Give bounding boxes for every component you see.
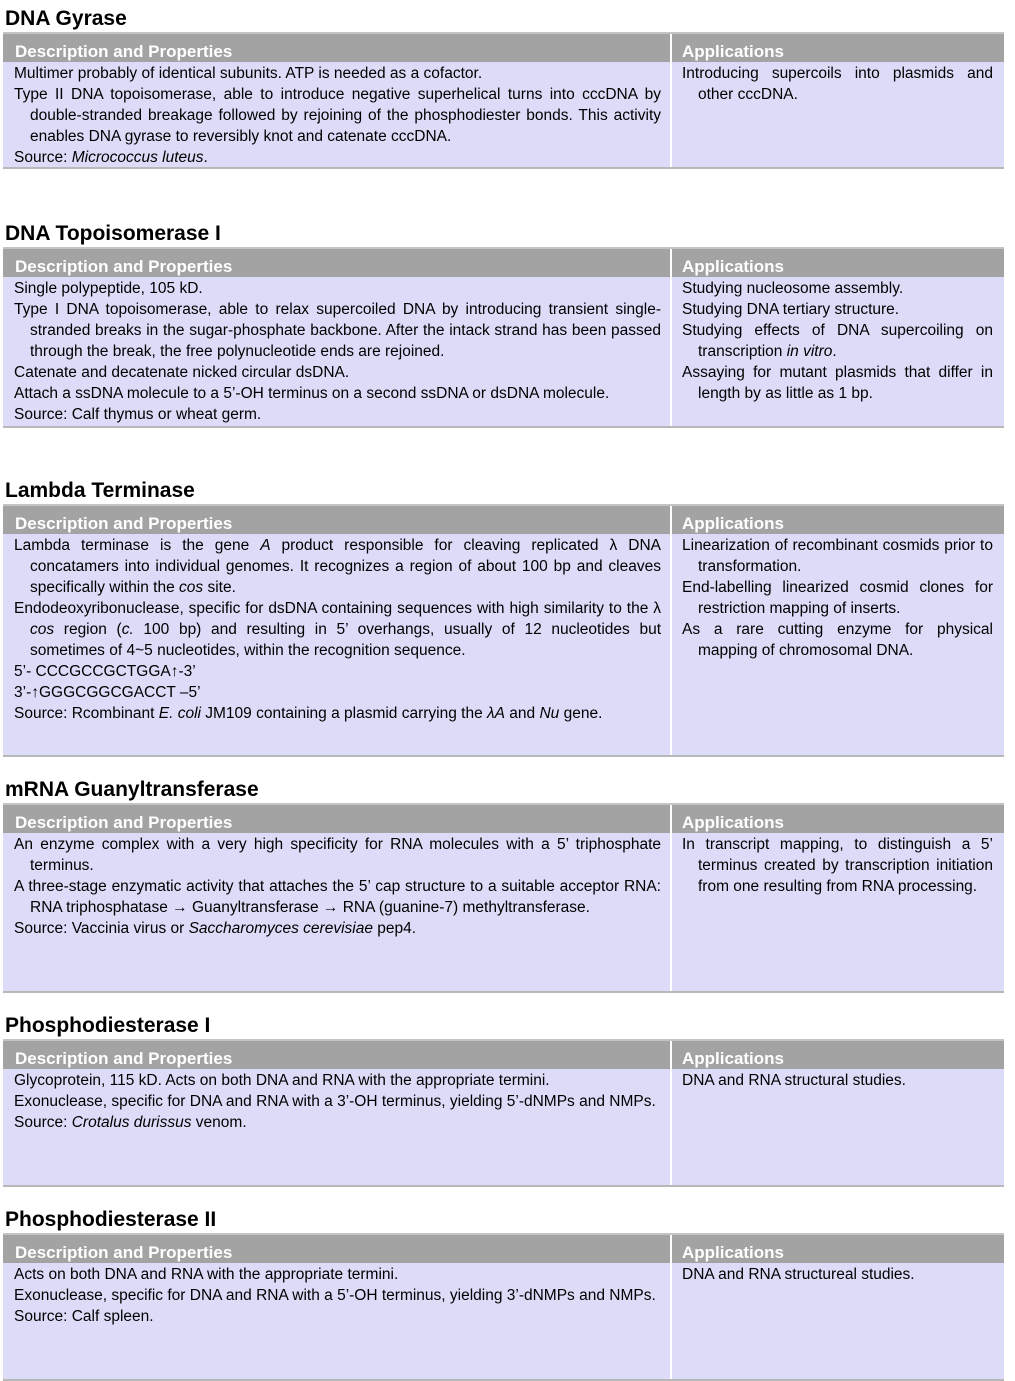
table-body (3, 534, 1004, 755)
description-column (14, 63, 661, 168)
table-header (3, 32, 1004, 62)
application-line: DNA and RNA structureal studies. (682, 1266, 915, 1283)
column-divider (670, 833, 672, 991)
description-line: Source: Micrococcus luteus. (14, 149, 208, 166)
applications-column (682, 834, 993, 897)
column-divider (670, 62, 672, 167)
applications-column (682, 278, 993, 404)
enzyme-table (3, 803, 1004, 993)
description-line: An enzyme complex with a very high specificity for RNA molecules with a 5’ triphosphate terminus. (14, 836, 661, 874)
enzyme-table (3, 504, 1004, 757)
application-line: Linearization of recombinant cosmids prior to transformation. (682, 537, 993, 575)
description-line: Source: Crotalus durissus venom. (14, 1114, 247, 1131)
table-header (3, 1039, 1004, 1069)
applications-header: Applications (682, 1243, 785, 1262)
description-header: Description and Properties (15, 514, 233, 533)
description-header: Description and Properties (15, 813, 233, 832)
description-line: Exonuclease, specific for DNA and RNA with a 5’-OH terminus, yielding 3’-dNMPs and NMPs. (14, 1287, 656, 1304)
section-title: DNA Gyrase (5, 7, 127, 30)
applications-header: Applications (682, 514, 785, 533)
enzyme-table (3, 1039, 1004, 1187)
applications-column (682, 535, 993, 661)
description-line: Endodeoxyribonuclease, specific for dsDNA containing sequences with high similarity to the λ cos region (c. 100 bp) and resulting in 5’ overhangs, usually of 12 nucleotides but sometimes of 4~5 nucleotides, within the recognition sequence. (14, 600, 661, 659)
description-header: Description and Properties (15, 1243, 233, 1262)
table-header (3, 247, 1004, 277)
description-line: Type I DNA topoisomerase, able to relax supercoiled DNA by introducing transient single-stranded breaks in the sugar-phosphate backbone. After the intack strand has been passed through the break, the free polynucleotide ends are rejoined. (14, 301, 661, 360)
description-column (14, 278, 661, 425)
application-line: As a rare cutting enzyme for physical mapping of chromosomal DNA. (682, 621, 993, 659)
description-header: Description and Properties (15, 257, 233, 276)
description-line: 5’- CCCGCCGCTGGA↑-3’ (14, 663, 196, 680)
enzyme-table (3, 1233, 1004, 1381)
column-divider (670, 249, 672, 277)
description-line: Lambda terminase is the gene A product responsible for cleaving replicated λ DNA concatamers into individual genomes. It recognizes a region of about 100 bp and cleaves specifically within the cos site. (14, 537, 661, 596)
description-column (14, 535, 661, 724)
column-divider (670, 506, 672, 534)
section-title: Lambda Terminase (5, 479, 195, 502)
application-line: Assaying for mutant plasmids that differ in length by as little as 1 bp. (682, 364, 993, 402)
application-line: DNA and RNA structural studies. (682, 1072, 906, 1089)
applications-header: Applications (682, 42, 785, 61)
enzyme-table (3, 247, 1004, 428)
table-body (3, 1263, 1004, 1379)
application-line: In transcript mapping, to distinguish a 5’ terminus created by transcription initiation from one resulting from RNA processing. (682, 836, 993, 895)
description-line: Type II DNA topoisomerase, able to introduce negative superhelical turns into cccDNA by double-stranded breakage followed by rejoining of the phosphodiester bonds. This activity enables DNA gyrase to reversibly knot and catenate cccDNA. (14, 86, 661, 145)
applications-header: Applications (682, 813, 785, 832)
section-title: Phosphodiesterase I (5, 1014, 211, 1037)
description-header: Description and Properties (15, 1049, 233, 1068)
description-line: Glycoprotein, 115 kD. Acts on both DNA and RNA with the appropriate termini. (14, 1072, 550, 1089)
column-divider (670, 277, 672, 426)
description-line: Multimer probably of identical subunits. ATP is needed as a cofactor. (14, 65, 483, 82)
application-line: Introducing supercoils into plasmids and other cccDNA. (682, 65, 993, 103)
application-line: Studying nucleosome assembly. (682, 280, 904, 297)
enzyme-table (3, 32, 1004, 169)
description-line: Source: Vaccinia virus or Saccharomyces cerevisiae pep4. (14, 920, 417, 937)
description-line: Source: Calf thymus or wheat germ. (14, 406, 262, 423)
applications-column (682, 1264, 993, 1285)
description-column (14, 834, 661, 939)
description-line: Source: Rcombinant E. coli JM109 containing a plasmid carrying the λA and Nu gene. (14, 705, 603, 722)
description-line: Single polypeptide, 105 kD. (14, 280, 203, 297)
description-header: Description and Properties (15, 42, 233, 61)
applications-header: Applications (682, 257, 785, 276)
column-divider (670, 534, 672, 755)
description-line: Attach a ssDNA molecule to a 5’-OH terminus on a second ssDNA or dsDNA molecule. (14, 385, 610, 402)
column-divider (670, 1069, 672, 1185)
description-line: A three-stage enzymatic activity that attaches the 5’ cap structure to a suitable acceptor RNA: RNA triphosphatase → Guanyltransferase → RNA (guanine-7) methyltransferase. (14, 878, 661, 916)
table-body (3, 277, 1004, 426)
description-line: 3’-↑GGGCGGCGACCT –5’ (14, 684, 201, 701)
application-line: Studying DNA tertiary structure. (682, 301, 900, 318)
application-line: End-labelling linearized cosmid clones for restriction mapping of inserts. (682, 579, 993, 617)
column-divider (670, 34, 672, 62)
column-divider (670, 1263, 672, 1379)
applications-column (682, 63, 993, 105)
application-line: Studying effects of DNA supercoiling on transcription in vitro. (682, 322, 993, 360)
table-body (3, 1069, 1004, 1185)
table-header (3, 803, 1004, 833)
column-divider (670, 1041, 672, 1069)
description-column (14, 1264, 661, 1327)
applications-header: Applications (682, 1049, 785, 1068)
section-title: mRNA Guanyltransferase (5, 778, 259, 801)
description-line: Source: Calf spleen. (14, 1308, 154, 1325)
table-body (3, 833, 1004, 991)
table-body (3, 62, 1004, 167)
section-title: Phosphodiesterase II (5, 1208, 217, 1231)
applications-column (682, 1070, 993, 1091)
description-line: Catenate and decatenate nicked circular dsDNA. (14, 364, 350, 381)
description-line: Exonuclease, specific for DNA and RNA with a 3’-OH terminus, yielding 5’-dNMPs and NMPs. (14, 1093, 656, 1110)
section-title: DNA Topoisomerase I (5, 222, 221, 245)
description-column (14, 1070, 661, 1133)
table-header (3, 1233, 1004, 1263)
column-divider (670, 1235, 672, 1263)
description-line: Acts on both DNA and RNA with the appropriate termini. (14, 1266, 399, 1283)
column-divider (670, 805, 672, 833)
table-header (3, 504, 1004, 534)
